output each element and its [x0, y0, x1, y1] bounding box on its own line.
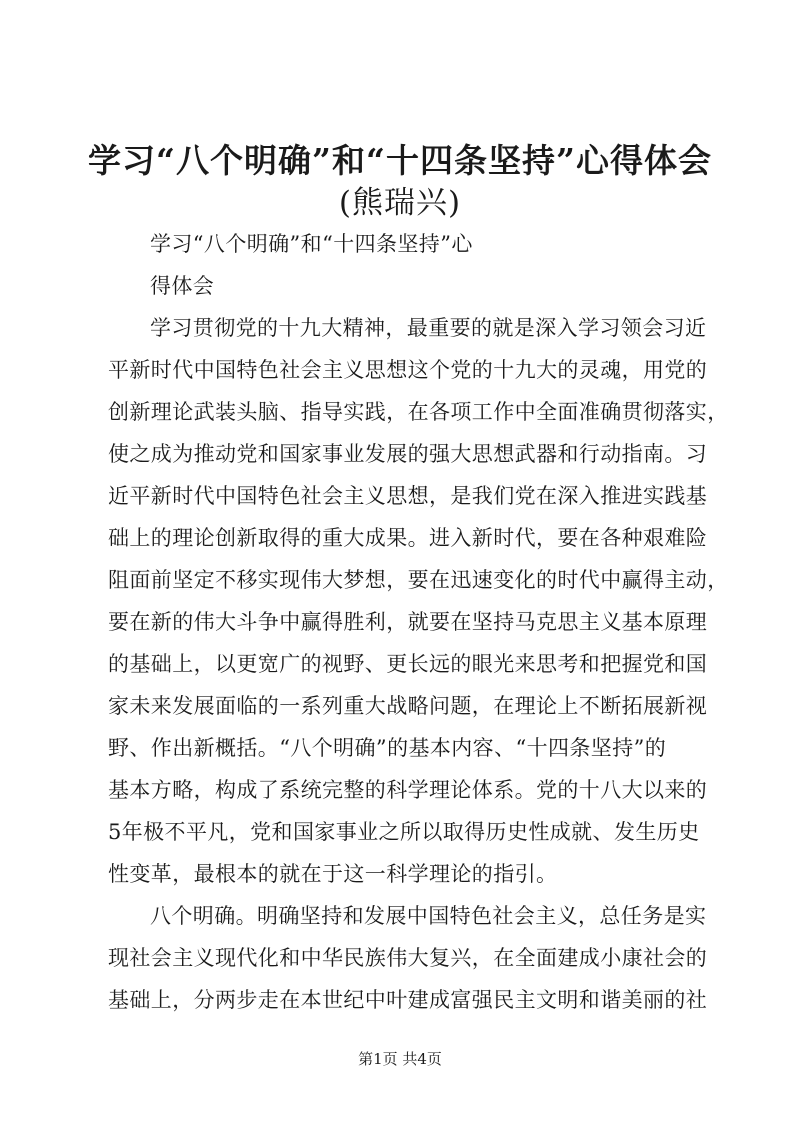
page-number-footer: 第1页 共4页: [358, 1050, 442, 1068]
body-line: 5年极不平凡，党和国家事业之所以取得历史性成就、发生历史: [108, 820, 700, 844]
body-line: 使之成为推动党和国家事业发展的强大思想武器和行动指南。习: [108, 442, 708, 466]
body-line: 基础上，分两步走在本世纪中叶建成富强民主文明和谐美丽的社: [108, 988, 708, 1012]
document-title: 学习“八个明确”和“十四条坚持”心得体会: [88, 141, 712, 180]
body-line: 野、作出新概括。“八个明确”的基本内容、“十四条坚持”的: [108, 736, 667, 760]
body-line: 平新时代中国特色社会主义思想这个党的十九大的灵魂，用党的: [108, 358, 708, 382]
body-line: 创新理论武装头脑、指导实践，在各项工作中全面准确贯彻落实，: [108, 400, 729, 424]
body-line: 现社会主义现代化和中华民族伟大复兴，在全面建成小康社会的: [108, 946, 708, 970]
body-line: 础上的理论创新取得的重大成果。进入新时代，要在各种艰难险: [108, 526, 708, 550]
body-line: 八个明确。明确坚持和发展中国特色社会主义，总任务是实: [150, 904, 707, 928]
body-line: 的基础上，以更宽广的视野、更长远的眼光来思考和把握党和国: [108, 652, 708, 676]
body-line: 要在新的伟大斗争中赢得胜利，就要在坚持马克思主义基本原理: [108, 610, 708, 634]
document-subtitle: (熊瑞兴): [338, 185, 462, 221]
body-line: 性变革，最根本的就在于这一科学理论的指引。: [108, 862, 558, 886]
body-line: 家未来发展面临的一系列重大战略问题，在理论上不断拓展新视: [108, 694, 708, 718]
body-line: 近平新时代中国特色社会主义思想，是我们党在深入推进实践基: [108, 484, 708, 508]
body-line: 阻面前坚定不移实现伟大梦想，要在迅速变化的时代中赢得主动，: [108, 568, 729, 592]
body-line: 学习“八个明确”和“十四条坚持”心: [150, 232, 473, 256]
body-line: 学习贯彻党的十九大精神，最重要的就是深入学习领会习近: [150, 316, 707, 340]
body-line: 基本方略，构成了系统完整的科学理论体系。党的十八大以来的: [108, 778, 708, 802]
body-line: 得体会: [150, 274, 215, 298]
